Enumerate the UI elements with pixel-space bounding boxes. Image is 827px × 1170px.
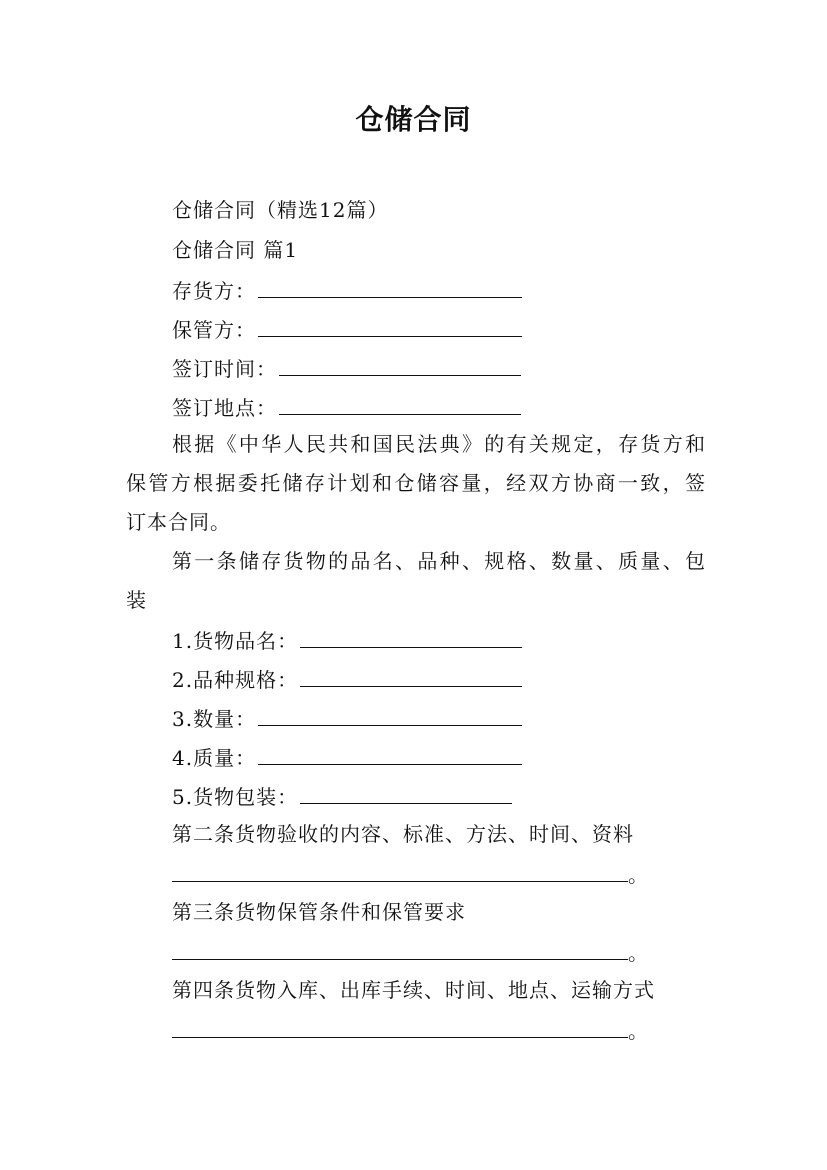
clause-4-period: 。	[628, 1019, 649, 1043]
item-1-line	[172, 625, 522, 655]
item-5-blank	[300, 781, 512, 804]
clause-3-period: 。	[628, 941, 649, 965]
item-1-label: 1.货物品名：	[172, 629, 299, 653]
clause-4-line: 第四条货物入库、出库手续、时间、地点、运输方式	[172, 978, 655, 1002]
subtitle: 仓储合同（精选12篇）	[172, 198, 389, 222]
custodian-blank	[258, 314, 522, 337]
clause-1-line-1	[172, 547, 706, 575]
item-5-line	[172, 781, 512, 811]
item-2-blank	[300, 664, 522, 687]
depositor-label: 存货方：	[172, 279, 256, 303]
item-3-label: 3.数量：	[172, 707, 257, 731]
item-3-line	[172, 703, 522, 733]
item-3-blank	[258, 703, 522, 726]
sign-place-blank	[279, 392, 521, 415]
clause-2-blank-line	[172, 859, 649, 889]
custodian-label: 保管方：	[172, 318, 256, 342]
sign-time-line	[172, 353, 521, 383]
paragraph-1-line-3: 订本合同。	[126, 510, 231, 534]
sign-place-label: 签订地点：	[172, 396, 277, 420]
clause-4-blank-line	[172, 1015, 649, 1045]
depositor-line	[172, 275, 522, 305]
clause-4-blank	[172, 1015, 628, 1038]
clause-3-blank-line	[172, 937, 649, 967]
paragraph-1-line-1	[172, 430, 706, 458]
clause-1-line-1-text: 第一条储存货物的品名、品种、规格、数量、质量、包	[172, 549, 706, 573]
item-1-blank	[300, 625, 522, 648]
sign-time-label: 签订时间：	[172, 357, 277, 381]
sign-time-blank	[279, 353, 521, 376]
clause-2-period: 。	[628, 863, 649, 887]
clause-2-blank	[172, 859, 628, 882]
item-5-label: 5.货物包装：	[172, 785, 299, 809]
item-4-line	[172, 742, 522, 772]
item-2-line	[172, 664, 522, 694]
sign-place-line	[172, 392, 521, 422]
paragraph-1-line-1-text: 根据《中华人民共和国民法典》的有关规定，存货方和	[172, 432, 706, 456]
item-2-label: 2.品种规格：	[172, 668, 299, 692]
item-4-label: 4.质量：	[172, 746, 257, 770]
paragraph-1-line-2: 保管方根据委托储存计划和仓储容量，经双方协商一致，签	[126, 471, 706, 495]
custodian-line	[172, 314, 522, 344]
clause-3-blank	[172, 937, 628, 960]
depositor-blank	[258, 275, 522, 298]
clause-2-line: 第二条货物验收的内容、标准、方法、时间、资料	[172, 822, 634, 846]
item-4-blank	[258, 742, 522, 765]
document-title: 仓储合同	[355, 103, 472, 136]
article-heading: 仓储合同 篇1	[172, 238, 299, 262]
clause-1-line-2: 装	[126, 588, 147, 612]
clause-3-line: 第三条货物保管条件和保管要求	[172, 900, 466, 924]
